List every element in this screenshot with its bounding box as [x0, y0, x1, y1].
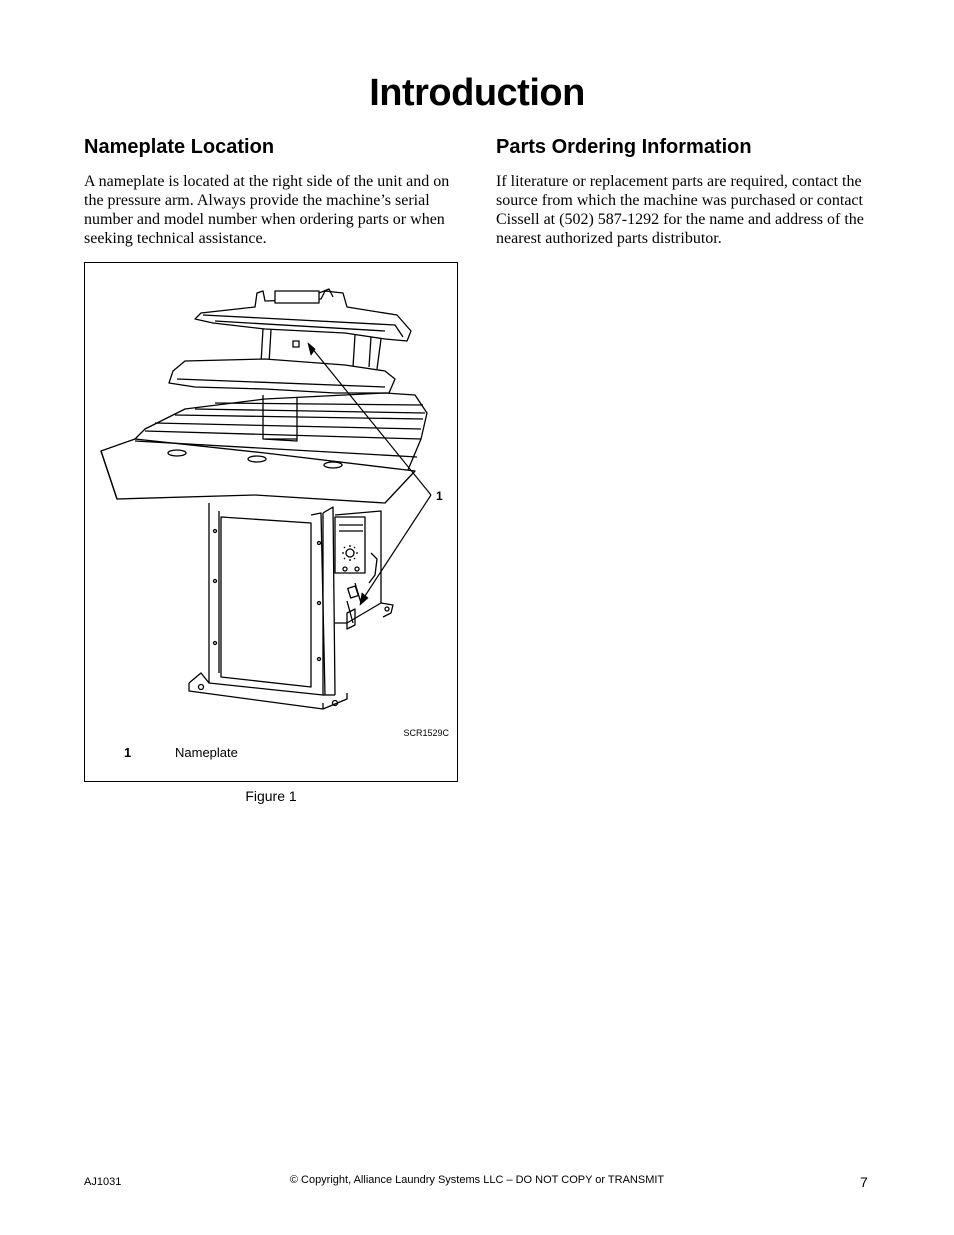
- nameplate-location-heading: Nameplate Location: [84, 136, 275, 158]
- nameplate-location-section: [84, 134, 460, 248]
- figure-code: SCR1529C: [403, 728, 449, 738]
- parts-ordering-section: [496, 134, 872, 248]
- parts-ordering-heading: Parts Ordering Information: [496, 136, 752, 158]
- legend-number: 1: [124, 745, 132, 760]
- footer-page-number: 7: [860, 1174, 868, 1190]
- pressing-machine-illustration: [85, 263, 457, 781]
- page-title: Introduction: [369, 72, 585, 114]
- legend-label: Nameplate: [175, 745, 238, 760]
- callout-number: 1: [436, 489, 443, 503]
- figure-caption: Figure 1: [245, 788, 297, 804]
- parts-ordering-text: If literature or replacement parts are required, contact the source from which the machine was purchased or contact Cissell at (502) 587-1292 for the name and address of the nearest authorized parts distributor.: [496, 173, 864, 247]
- figure-frame: [84, 262, 458, 782]
- footer-doc-number: AJ1031: [84, 1176, 122, 1188]
- nameplate-location-text: A nameplate is located at the right side of the unit and on the pressure arm. Always provide the machine’s serial number and model number when ordering parts or when seeking technical assistance.: [84, 173, 450, 247]
- footer-copyright: © Copyright, Alliance Laundry Systems LLC – DO NOT COPY or TRANSMIT: [289, 1174, 665, 1186]
